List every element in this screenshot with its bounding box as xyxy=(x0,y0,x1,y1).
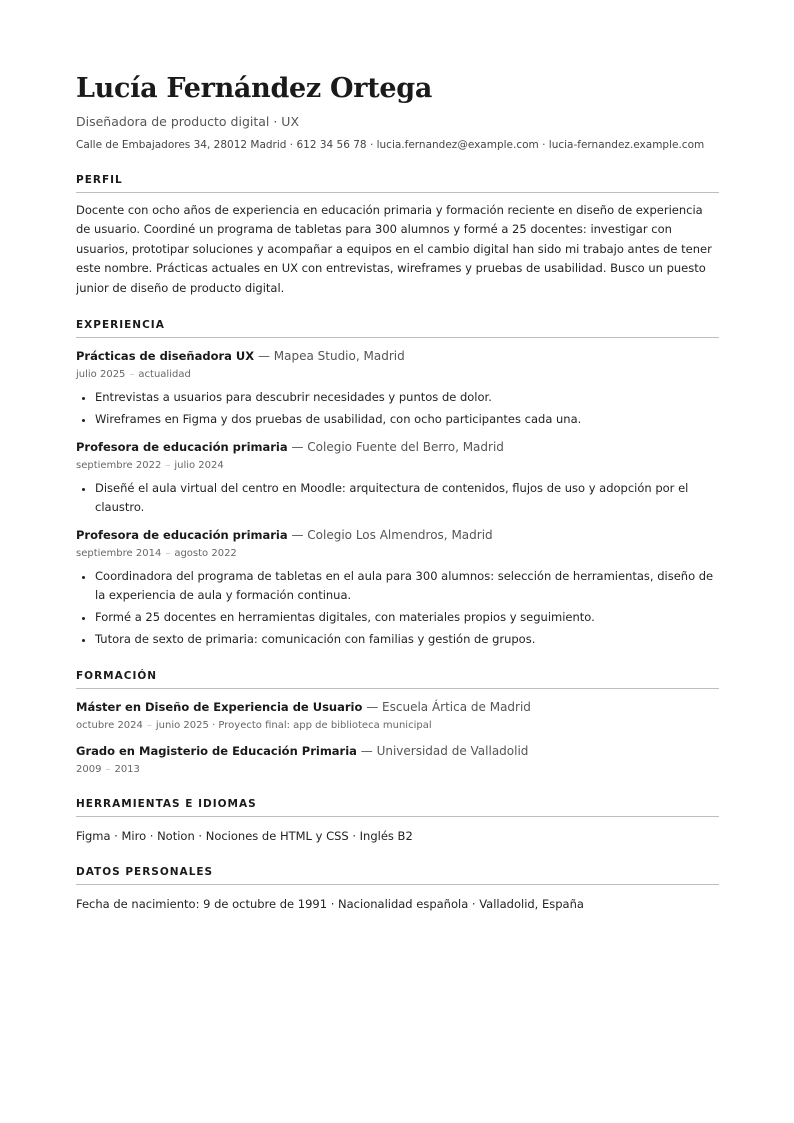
job-dates xyxy=(76,547,719,561)
entry-separator: — xyxy=(362,700,383,715)
experience-entry xyxy=(76,439,719,517)
date-dash: – xyxy=(129,369,135,381)
personal-section xyxy=(76,865,719,913)
job-bullet: • Diseñé el aula virtual del centro en Moodle: arquitectura de contenidos, flujos de uso y adopción por el claustro. xyxy=(95,479,719,517)
section-title-profile: PERFIL xyxy=(76,173,719,193)
education-dates xyxy=(76,719,719,733)
school-name: Escuela Ártica de Madrid xyxy=(382,700,531,715)
job-start-date: septiembre 2022 xyxy=(76,460,162,472)
education-section xyxy=(76,669,719,777)
section-title-education: FORMACIÓN xyxy=(76,669,719,689)
job-bullet: • Entrevistas a usuarios para descubrir necesidades y puntos de dolor. xyxy=(95,388,719,407)
experience-entry xyxy=(76,527,719,649)
profile-text: Docente con ocho años de experiencia en educación primaria y formación reciente en diseño de experiencia de usuario. Coordiné un programa de tabletas para 300 alumnos y formé a 25 docentes: investigar con usuarios, prototipar soluciones y acompañar a equipos en el cambio digital han sido mi trabajo antes de tener este nombre. Prácticas actuales en UX con entrevistas, wireframes y pruebas de usabilidad. Busco un puesto junior de diseño de producto digital. xyxy=(76,203,712,295)
personal-text: Fecha de nacimiento: 9 de octubre de 1991 · Nacionalidad española · Valladolid, España xyxy=(76,897,584,912)
job-role: Profesora de educación primaria xyxy=(76,528,288,543)
education-note: · Proyecto final: app de biblioteca municipal xyxy=(208,720,432,732)
degree-name: Máster en Diseño de Experiencia de Usuario xyxy=(76,700,363,715)
job-organization: Mapea Studio, Madrid xyxy=(273,349,405,364)
job-bullets xyxy=(76,479,719,517)
job-bullets xyxy=(76,388,719,429)
job-bullet: • Formé a 25 docentes en herramientas digitales, con materiales propios y seguimiento. xyxy=(95,608,719,627)
job-end-date: actualidad xyxy=(138,369,191,381)
job-dates xyxy=(76,368,719,382)
experience-section xyxy=(76,318,719,649)
experience-entry xyxy=(76,348,719,429)
education-start-date: 2009 xyxy=(76,764,102,776)
job-bullet: • Coordinadora del programa de tabletas en el aula para 300 alumnos: selección de herramientas, diseño de la experiencia de aula y formación continua. xyxy=(95,567,719,605)
section-title-experience: EXPERIENCIA xyxy=(76,318,719,338)
job-end-date: agosto 2022 xyxy=(174,548,237,560)
job-bullet: • Tutora de sexto de primaria: comunicación con familias y gestión de grupos. xyxy=(95,630,719,649)
tools-text: Figma · Miro · Notion · Nociones de HTML y CSS · Inglés B2 xyxy=(76,829,413,844)
school-name: Universidad de Valladolid xyxy=(376,744,529,759)
education-start-date: octubre 2024 xyxy=(76,720,143,732)
job-start-date: julio 2025 xyxy=(76,369,126,381)
job-role: Prácticas de diseñadora UX xyxy=(76,349,255,364)
candidate-headline: Diseñadora de producto digital · UX xyxy=(76,114,300,129)
job-bullet: • Wireframes en Figma y dos pruebas de usabilidad, con ocho participantes cada una. xyxy=(95,410,719,429)
entry-separator: — xyxy=(254,349,274,364)
profile-section xyxy=(76,173,719,298)
job-role: Profesora de educación primaria xyxy=(76,440,288,455)
entry-separator: — xyxy=(287,528,308,543)
job-organization: Colegio Fuente del Berro, Madrid xyxy=(307,440,504,455)
resume-page xyxy=(76,70,719,913)
education-end-date: junio 2025 xyxy=(155,720,209,732)
entry-separator: — xyxy=(287,440,308,455)
job-bullets xyxy=(76,567,719,649)
date-dash: – xyxy=(165,460,171,472)
contact-line: Calle de Embajadores 34, 28012 Madrid · 612 34 56 78 · lucia.fernandez@example.com · lucia-fernandez.example.com xyxy=(76,139,705,151)
job-dates xyxy=(76,459,719,473)
education-entry xyxy=(76,699,719,733)
job-start-date: septiembre 2014 xyxy=(76,548,162,560)
date-dash: – xyxy=(146,720,152,732)
date-dash: – xyxy=(105,764,111,776)
education-end-date: 2013 xyxy=(114,764,140,776)
date-dash: – xyxy=(165,548,171,560)
section-title-personal: DATOS PERSONALES xyxy=(76,865,719,885)
degree-name: Grado en Magisterio de Educación Primaria xyxy=(76,744,357,759)
education-dates xyxy=(76,763,719,777)
education-entry xyxy=(76,743,719,777)
job-organization: Colegio Los Almendros, Madrid xyxy=(307,528,493,543)
section-title-tools: HERRAMIENTAS E IDIOMAS xyxy=(76,797,719,817)
job-end-date: julio 2024 xyxy=(174,460,224,472)
resume-header xyxy=(76,70,719,153)
entry-separator: — xyxy=(356,744,377,759)
tools-section xyxy=(76,797,719,845)
candidate-name: Lucía Fernández Ortega xyxy=(76,73,433,104)
